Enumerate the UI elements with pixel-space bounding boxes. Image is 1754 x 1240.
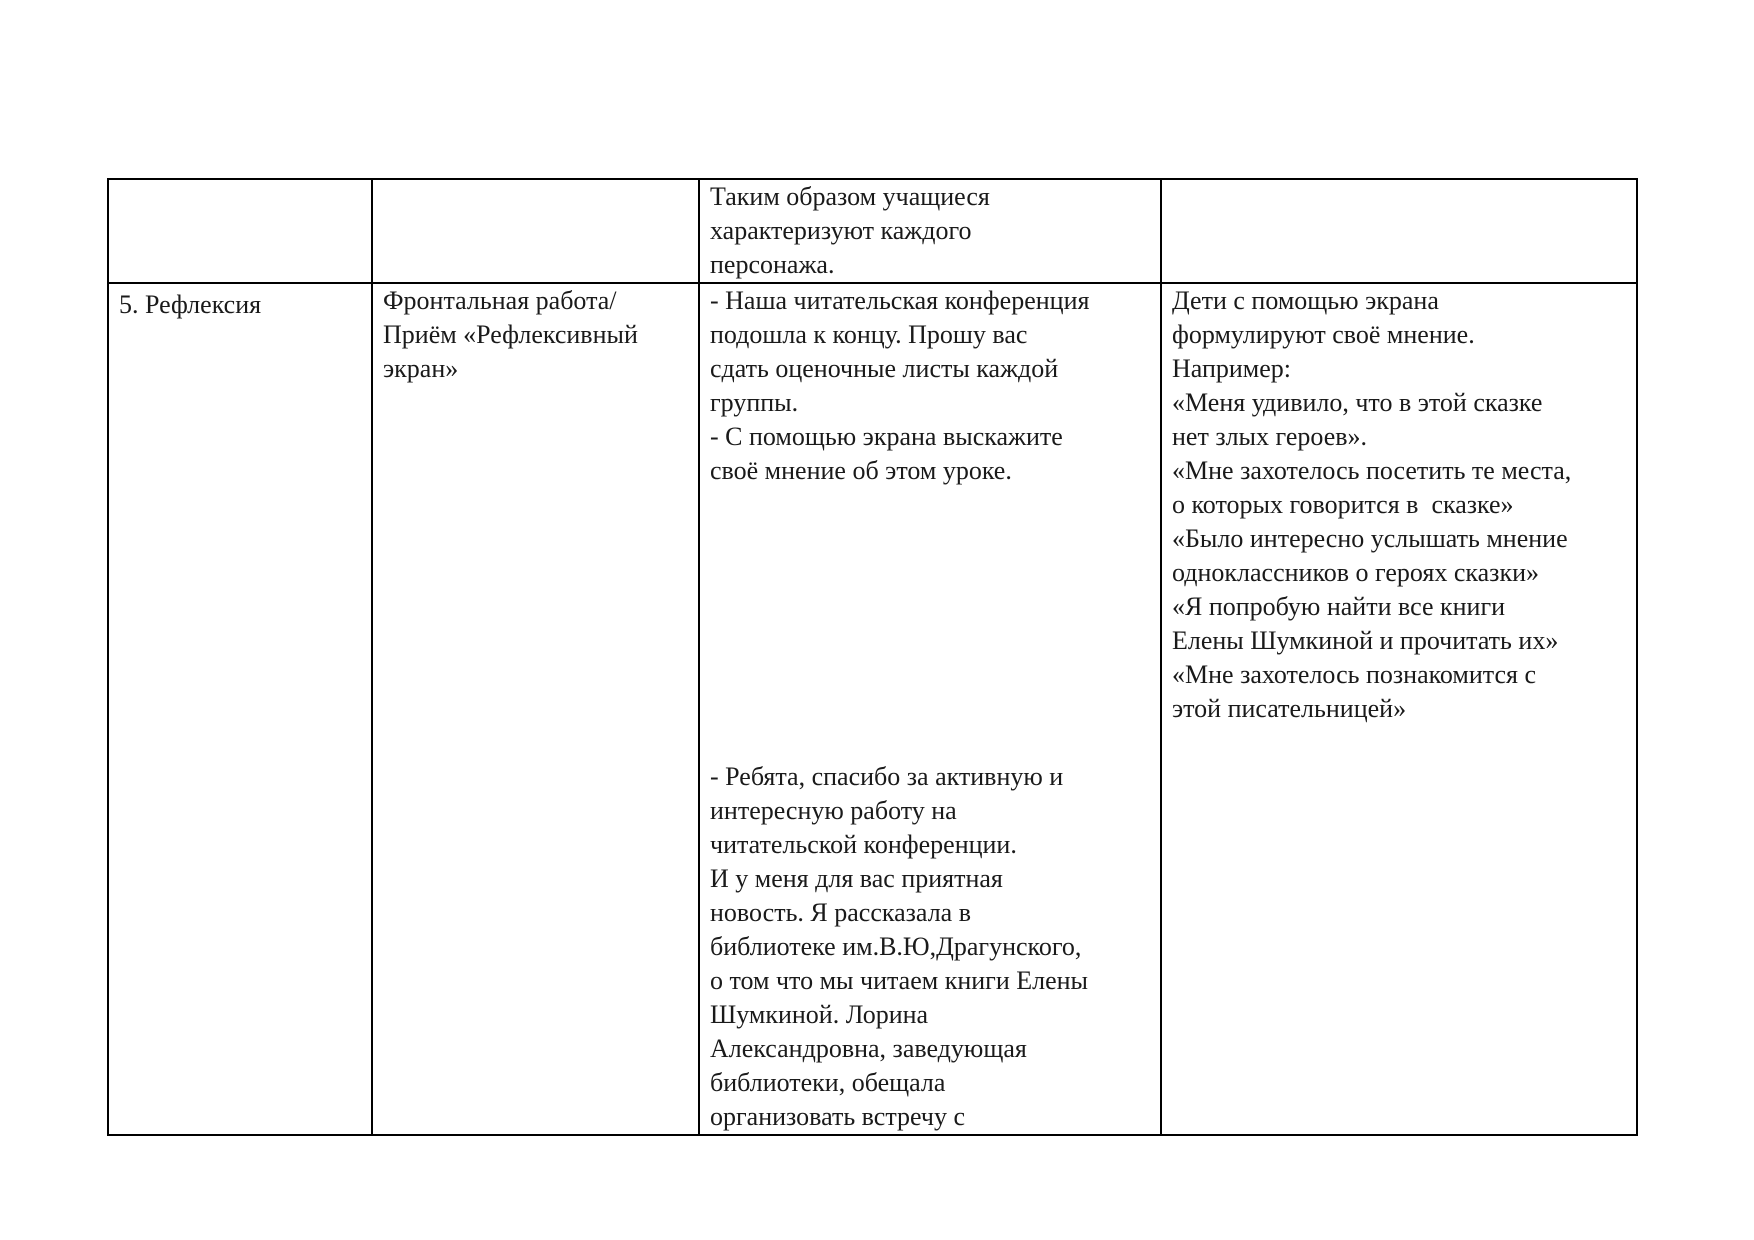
text-line: формулируют своё мнение. (1172, 320, 1475, 349)
text-line: - С помощью экрана выскажите (710, 422, 1063, 451)
method-cell (372, 283, 699, 1135)
stage-cell (108, 283, 372, 1135)
text-line: нет злых героев». (1172, 422, 1368, 451)
text-line: Приём «Рефлексивный (383, 320, 638, 349)
table-row (108, 179, 1637, 283)
text-line: «Я попробую найти все книги (1172, 592, 1506, 621)
text-line: «Меня удивило, что в этой сказке (1172, 388, 1543, 417)
text-line: библиотеки, обещала (710, 1068, 946, 1097)
text-line: персонажа. (710, 250, 835, 279)
text-line: Таким образом учащиеся (710, 182, 990, 211)
text-line: этой писательницей» (1172, 694, 1407, 723)
stage-cell (108, 179, 372, 283)
table-row (108, 283, 1637, 1135)
text-line: - Наша читательская конференция (710, 286, 1090, 315)
text-line: группы. (710, 388, 799, 417)
text-line: «Мне захотелось познакомится с (1172, 660, 1537, 689)
text-line: новость. Я рассказала в (710, 898, 971, 927)
lesson-plan-table (107, 178, 1638, 1136)
text-line: интересную работу на (710, 796, 957, 825)
teacher-activity-cell (699, 283, 1161, 1135)
text-line: подошла к концу. Прошу вас (710, 320, 1028, 349)
stage-title: 5. Рефлексия (119, 290, 262, 319)
text-line: одноклассников о героях сказки» (1172, 558, 1539, 587)
student-activity-cell (1161, 179, 1637, 283)
text-line: Шумкиной. Лорина (710, 1000, 929, 1029)
text-line: читательской конференции. (710, 830, 1017, 859)
text-line: - Ребята, спасибо за активную и (710, 762, 1064, 791)
text-line: Дети с помощью экрана (1172, 286, 1439, 315)
blank-space (710, 488, 1150, 760)
text-line: организовать встречу с (710, 1102, 966, 1131)
text-line: экран» (383, 354, 459, 383)
text-line: сдать оценочные листы каждой (710, 354, 1059, 383)
text-line: Фронтальная работа/ (383, 286, 617, 315)
text-line: Александровна, заведующая (710, 1034, 1027, 1063)
text-line: о которых говорится в сказке» (1172, 490, 1514, 519)
text-line: «Мне захотелось посетить те места, (1172, 456, 1572, 485)
text-line: «Было интересно услышать мнение (1172, 524, 1568, 553)
student-activity-cell (1161, 283, 1637, 1135)
text-line: характеризуют каждого (710, 216, 972, 245)
teacher-activity-cell (699, 179, 1161, 283)
text-line: о том что мы читаем книги Елены (710, 966, 1089, 995)
text-line: Елены Шумкиной и прочитать их» (1172, 626, 1559, 655)
method-cell (372, 179, 699, 283)
text-line: своё мнение об этом уроке. (710, 456, 1012, 485)
text-line: библиотеке им.В.Ю,Драгунского, (710, 932, 1082, 961)
text-line: Например: (1172, 354, 1292, 383)
text-line: И у меня для вас приятная (710, 864, 1003, 893)
